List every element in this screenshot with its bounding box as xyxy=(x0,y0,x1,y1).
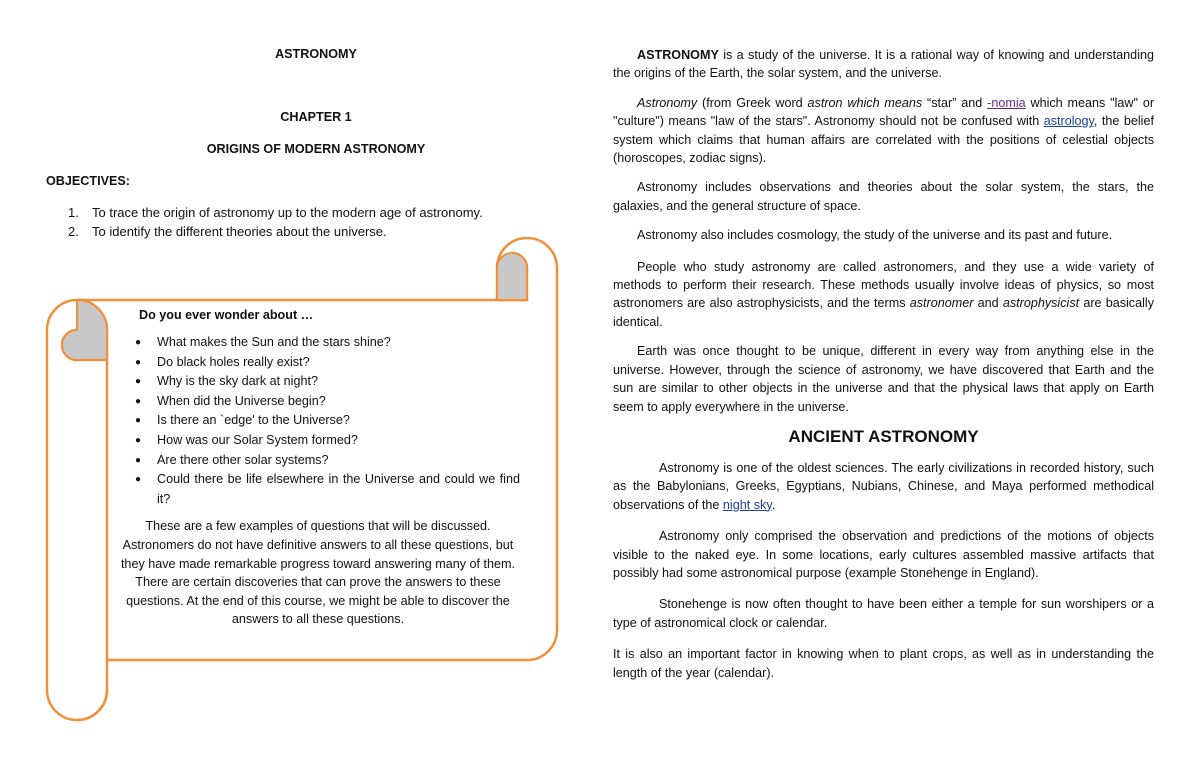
scroll-closing-paragraph: These are a few examples of questions that will be discussed. Astronomers do not have definitive answers to all these questions, but they have made remarkable progress toward answering many of them. There are certain discoveries that can prove the answers to these questions. At the end of this course, we might be able to discover the answers to all these questions. xyxy=(120,519,516,627)
paragraph-cosmology: Astronomy also includes cosmology, the study of the universe and its past and future. xyxy=(637,228,1113,243)
chapter-number: CHAPTER 1 xyxy=(280,110,352,124)
list-item: 2. To identify the different theories about the universe. xyxy=(68,224,387,239)
list-item: ● How was our Solar System formed? xyxy=(135,432,358,447)
section-title: ANCIENT ASTRONOMY xyxy=(788,426,979,446)
scroll-curl-left xyxy=(62,300,107,360)
paragraph-oldest-science: Astronomy is one of the oldest sciences. The early civilizations in recorded history, such as the Babylonians, Greeks, Egyptians, Nubians, Chinese, and Maya performed methodical observations of the night sky. xyxy=(613,460,1154,512)
paragraph-naked-eye: Astronomy only comprised the observation and predictions of the motions of objects visible to the naked eye. In some locations, early cultures assembled massive artifacts that possibly had some astronomical purpose (example Stonehenge in England). xyxy=(613,529,1154,580)
paragraph-observations: Astronomy includes observations and theories about the solar system, the stars, the galaxies, and the general structure of space. xyxy=(613,180,1154,213)
scroll-content xyxy=(116,308,520,629)
objectives-heading: OBJECTIVES: xyxy=(46,174,130,188)
list-item: 1. To trace the origin of astronomy up to the modern age of astronomy. xyxy=(68,205,483,220)
list-item: ● What makes the Sun and the stars shine? xyxy=(135,335,391,349)
list-item: ● Is there an `edge' to the Universe? xyxy=(135,413,350,428)
nomia-link[interactable]: -nomia xyxy=(987,95,1026,110)
paragraph-earth-unique: Earth was once thought to be unique, different in every way from anything else in the universe. However, through the science of astronomy, we have discovered that Earth and the sun are similar to other objects in the universe and that the physical laws that apply on Earth seem to apply everywhere in the universe. xyxy=(613,344,1154,414)
chapter-title: ORIGINS OF MODERN ASTRONOMY xyxy=(206,142,426,156)
astrology-link[interactable]: astrology xyxy=(1043,114,1094,129)
list-item: ● Do black holes really exist? xyxy=(135,354,310,369)
list-item: ● When did the Universe begin? xyxy=(135,393,326,408)
paragraph-stonehenge: Stonehenge is now often thought to have been either a temple for sun worshipers or a type of astronomical clock or calendar. xyxy=(613,597,1154,630)
paragraph-etymology: Astronomy (from Greek word astron which means “star” and -nomia which means "law" or "culture") means "law of the stars". Astronomy should not be confused with astrology, the belief system which claims that human affairs are correlated with the positions of celestial objects (horoscopes, zodiac signs). xyxy=(613,95,1155,166)
paragraph-definition: ASTRONOMY is a study of the universe. It is a rational way of knowing and understanding the origins of the Earth, the solar system, and the universe. xyxy=(613,48,1154,81)
scroll-curl-top xyxy=(497,253,527,300)
list-item: ● Why is the sky dark at night? xyxy=(135,374,318,389)
scroll-heading: Do you ever wonder about … xyxy=(139,308,314,322)
list-item: ● Could there be life elsewhere in the Universe and could we find it? xyxy=(135,472,520,506)
paragraph-calendar: It is also an important factor in knowing when to plant crops, as well as in understanding the length of the year (calendar). xyxy=(613,647,1154,680)
night-sky-link[interactable]: night sky xyxy=(722,497,772,512)
document-title: ASTRONOMY xyxy=(275,47,357,61)
list-item: ● Are there other solar systems? xyxy=(135,452,329,467)
question-list xyxy=(116,333,520,509)
paragraph-astronomers: People who study astronomy are called astronomers, and they use a wide variety of methods to perform their research. These methods usually involve ideas of physics, so most astronomers are also astrophysicists, and the terms astronomer and astrophysicist are basically identical. xyxy=(613,259,1155,329)
right-page xyxy=(613,46,1154,693)
